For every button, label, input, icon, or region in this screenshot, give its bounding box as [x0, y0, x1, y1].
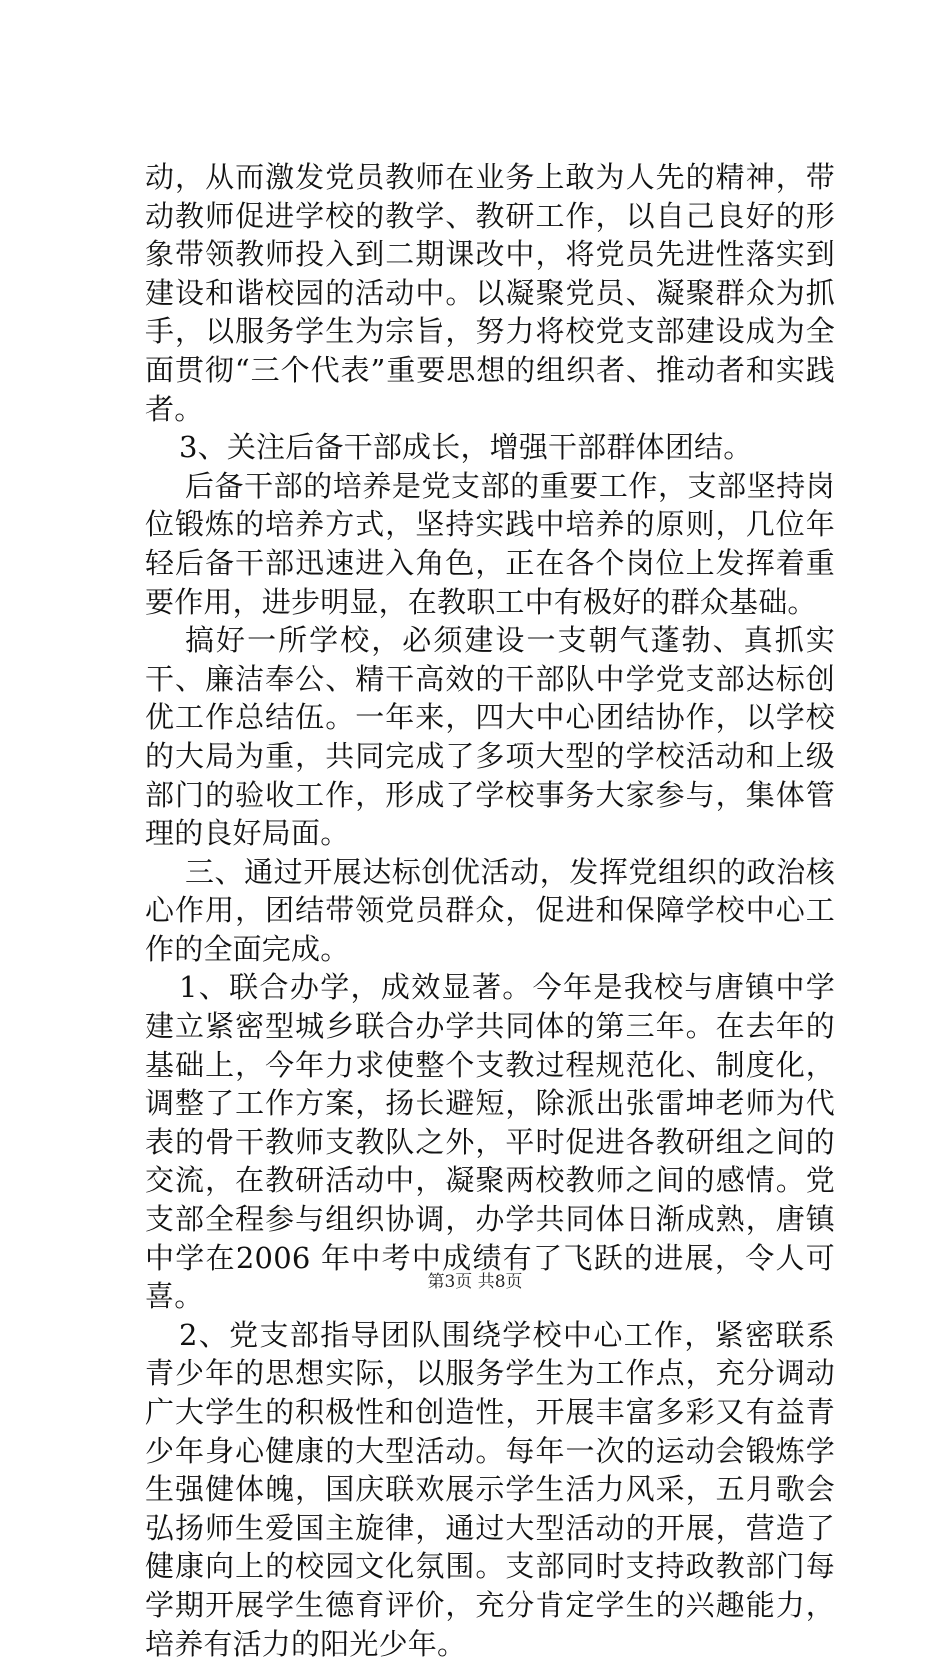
- section-heading-3: 3、关注后备干部成长，增强干部群体团结。: [179, 430, 753, 465]
- page-footer: 第3页 共8页: [427, 1272, 523, 1292]
- paragraph-youth-league: 2、党支部指导团队围绕学校中心工作，紧密联系青少年的思想实际，以服务学生为工作点，充分调动广大学生的积极性和创造性，开展丰富多彩又有益青少年身心健康的大型活动。每年一次的运动会锻炼学生强健体魄，国庆联欢展示学生活力风采，五月歌会弘扬师生爱国主旋律，通过大型活动的开展，营造了健康向上的校园文化氛围。支部同时支持政教部门每学期开展学生德育评价，充分肯定学生的兴趣能力，培养有活力的阳光少年。: [145, 1317, 835, 1661]
- document-body: [145, 158, 835, 1663]
- paragraph-joint-school: 1、联合办学，成效显著。今年是我校与唐镇中学建立紧密型城乡联合办学共同体的第三年。在去年的基础上，今年力求使整个支教过程规范化、制度化，调整了工作方案，扬长避短，除派出张雷坤老师为代表的骨干教师支教队之外，平时促进各教研组之间的交流，在教研活动中，凝聚两校教师之间的感情。党支部全程参与组织协调，办学共同体日渐成熟，唐镇中学在2006 年中考中成绩有了飞跃的进展，令人可喜。: [145, 970, 835, 1314]
- paragraph-school-management: 搞好一所学校，必须建设一支朝气蓬勃、真抓实干、廉洁奉公、精干高效的干部队中学党支部达标创优工作总结伍。一年来，四大中心团结协作，以学校的大局为重，共同完成了多项大型的学校活动和上级部门的验收工作，形成了学校事务大家参与，集体管理的良好局面。: [145, 623, 835, 851]
- paragraph-continuation: 动，从而激发党员教师在业务上敢为人先的精神，带动教师促进学校的教学、教研工作，以自己良好的形象带领教师投入到二期课改中，将党员先进性落实到建设和谐校园的活动中。以凝聚党员、凝聚群众为抓手，以服务学生为宗旨，努力将校党支部建设成为全面贯彻“三个代表”重要思想的组织者、推动者和实践者。: [145, 160, 835, 426]
- paragraph-cadre-training: 后备干部的培养是党支部的重要工作，支部坚持岗位锻炼的培养方式，坚持实践中培养的原则，几位年轻后备干部迅速进入角色，正在各个岗位上发挥着重要作用，进步明显，在教职工中有极好的群众基础。: [145, 468, 835, 619]
- section-heading-three: 三、通过开展达标创优活动，发挥党组织的政治核心作用，团结带领党员群众，促进和保障学校中心工作的全面完成。: [145, 854, 835, 966]
